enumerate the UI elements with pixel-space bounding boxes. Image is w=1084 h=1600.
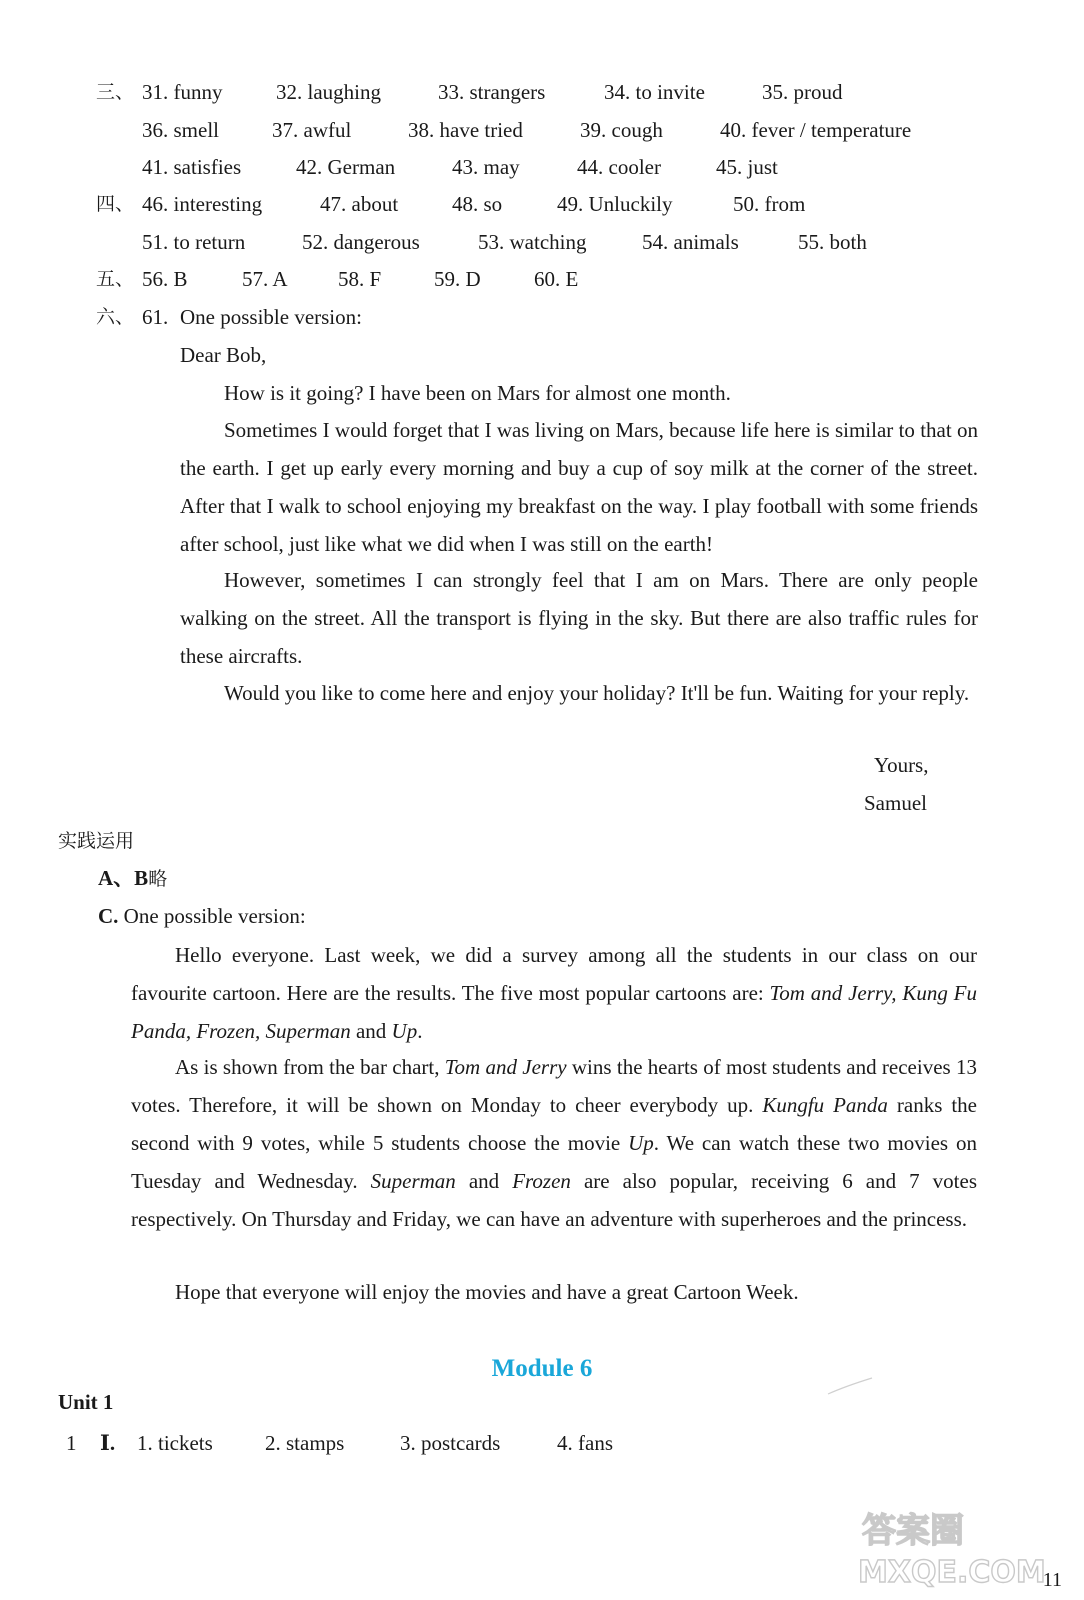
- item-answer: from: [764, 192, 806, 216]
- answer-item: [534, 265, 578, 293]
- item-answer: fans: [578, 1431, 613, 1455]
- item-number: 2.: [265, 1431, 281, 1455]
- item-answer: Unluckily: [588, 192, 673, 216]
- practice-paragraph-1: [131, 936, 977, 1050]
- item-number: 57.: [242, 267, 269, 291]
- answer-item: [408, 116, 523, 144]
- item-answer: about: [351, 192, 399, 216]
- line-number: 1: [66, 1431, 77, 1455]
- item-answer: may: [483, 155, 520, 179]
- paragraph-text: Hope that everyone will enjoy the movies and have a great Cartoon Week.: [175, 1280, 799, 1304]
- page-number: 11: [1042, 1569, 1062, 1591]
- item-answer: D: [465, 267, 481, 291]
- practice-c-label: C.: [98, 904, 119, 928]
- item-number: 51.: [142, 230, 169, 254]
- practice-title: 实践运用: [58, 830, 135, 852]
- section-6-heading: [0, 303, 1084, 331]
- item-answer: laughing: [307, 80, 381, 104]
- answer-item: [580, 116, 663, 144]
- practice-c-intro: One possible version:: [123, 904, 306, 928]
- answer-item: [798, 228, 867, 256]
- item-answer: B: [173, 267, 188, 291]
- section-4-row-2: [0, 228, 1084, 256]
- answer-item: [733, 190, 805, 218]
- item-number: 54.: [642, 230, 669, 254]
- item-number: 40.: [720, 118, 747, 142]
- watermark-logo: [854, 1508, 1064, 1588]
- section-4-label: 四、: [96, 193, 135, 215]
- item-number: 4.: [557, 1431, 573, 1455]
- item-answer: A: [272, 267, 288, 291]
- practice-ab-label: A、B: [98, 866, 149, 890]
- section-3-row-2: [0, 116, 1084, 144]
- item-number: 49.: [557, 192, 584, 216]
- practice-c-heading: [98, 902, 306, 930]
- answer-item: [604, 78, 705, 106]
- letter-paragraph-3: [180, 561, 978, 675]
- item-number: 60.: [534, 267, 561, 291]
- item-number: 41.: [142, 155, 169, 179]
- item-answer: funny: [173, 80, 223, 104]
- item-number: 31.: [142, 80, 169, 104]
- item-answer: so: [483, 192, 503, 216]
- section-4-row-1: [0, 190, 1084, 218]
- item-number: 32.: [276, 80, 303, 104]
- cartoon-title: Kung Fu Panda, Frozen, Superman: [131, 981, 977, 1043]
- item-number: 36.: [142, 118, 169, 142]
- item-answer: cough: [611, 118, 663, 142]
- item-answer: fever / temperature: [751, 118, 912, 142]
- paragraph-text: wins the hearts of most students and receives 13 votes. Therefore, it will be shown on Monday to cheer everybody up.: [131, 1055, 977, 1117]
- answer-item: [320, 190, 398, 218]
- item-answer: cooler: [608, 155, 661, 179]
- item-number: 38.: [408, 118, 435, 142]
- answer-item: [478, 228, 586, 256]
- pen-mark: [826, 1374, 876, 1398]
- answer-item: [296, 153, 395, 181]
- watermark-text-bottom: MXQE.COM: [858, 1555, 1046, 1588]
- letter-closing: Yours,: [874, 753, 929, 777]
- item-answer: both: [829, 230, 867, 254]
- answer-item: [142, 265, 188, 293]
- section-5-row: [0, 265, 1084, 293]
- item-number: 61.: [142, 305, 169, 329]
- section-5-label: 五、: [96, 268, 135, 290]
- paragraph-text: Sometimes I would forget that I was living on Mars, because life here is similar to that on the earth. I get up early every morning and buy a cup of soy milk at the corner of the street. After that I walk to school enjoying my breakfast on the way. I play football with some friends after school, just like what we did when I was still on the earth!: [180, 418, 978, 556]
- cartoon-title: Up: [391, 1019, 418, 1043]
- answer-item: [272, 116, 351, 144]
- item-number: 44.: [577, 155, 604, 179]
- item-number: 47.: [320, 192, 347, 216]
- item-answer: just: [747, 155, 778, 179]
- item-number: 50.: [733, 192, 760, 216]
- item-answer: tickets: [158, 1431, 213, 1455]
- item-answer: satisfies: [173, 155, 242, 179]
- item-answer: interesting: [173, 192, 263, 216]
- item-number: 48.: [452, 192, 479, 216]
- paragraph-text: are also popular, receiving 6 and 7 votes respectively. On Thursday and Friday, we can have an adventure with superheroes and the princess.: [131, 1169, 978, 1231]
- answer-item: [720, 116, 911, 144]
- paragraph-text: .: [417, 1019, 423, 1043]
- module-title: Module 6: [491, 1355, 593, 1382]
- item-number: 46.: [142, 192, 169, 216]
- item-number: 39.: [580, 118, 607, 142]
- answer-item: [452, 190, 502, 218]
- answer-item: [142, 78, 223, 106]
- letter-paragraph-2: [180, 411, 978, 563]
- letter-signature: Samuel: [864, 791, 927, 815]
- paragraph-text: . We can watch these two movies on Tuesday and Wednesday.: [131, 1131, 977, 1193]
- item-answer: smell: [173, 118, 219, 142]
- item-number: 35.: [762, 80, 789, 104]
- practice-paragraph-3: [131, 1273, 977, 1311]
- item-number: 34.: [604, 80, 631, 104]
- item-answer: watching: [509, 230, 587, 254]
- answer-item: [434, 265, 481, 293]
- answer-item: [438, 78, 545, 106]
- answer-item: [142, 153, 241, 181]
- letter-paragraph-4: [180, 674, 978, 712]
- item-answer: to return: [173, 230, 246, 254]
- cartoon-title: Superman: [370, 1169, 456, 1193]
- item-answer: German: [327, 155, 396, 179]
- item-number: 56.: [142, 267, 169, 291]
- answer-item: [338, 265, 381, 293]
- item-answer: awful: [303, 118, 352, 142]
- answer-item: [716, 153, 778, 181]
- roman-numeral: Ⅰ.: [100, 1431, 116, 1455]
- answer-item: [242, 265, 288, 293]
- item-number: 42.: [296, 155, 323, 179]
- item-answer: E: [565, 267, 579, 291]
- answer-item: [642, 228, 739, 256]
- unit-answer-row: [0, 1429, 1084, 1457]
- paragraph-text: As is shown from the bar chart,: [175, 1055, 445, 1079]
- essay-intro: One possible version:: [180, 305, 362, 329]
- answer-item: [142, 228, 245, 256]
- cartoon-title: Frozen: [512, 1169, 571, 1193]
- item-number: 45.: [716, 155, 743, 179]
- paragraph-text: ranks the second with 9 votes, while 5 students choose the movie: [131, 1093, 977, 1155]
- item-number: 52.: [302, 230, 329, 254]
- item-answer: F: [369, 267, 382, 291]
- item-answer: proud: [793, 80, 843, 104]
- section-3-row-1: [0, 78, 1084, 106]
- practice-ab-text: 略: [148, 868, 168, 890]
- answer-item: [142, 116, 219, 144]
- item-number: 53.: [478, 230, 505, 254]
- item-number: 37.: [272, 118, 299, 142]
- section-6-label: 六、: [96, 306, 135, 328]
- letter-paragraph-1: [180, 374, 978, 412]
- answer-item: [557, 190, 673, 218]
- answer-item: [557, 1429, 613, 1457]
- watermark-text-top: 答案圈: [862, 1511, 964, 1551]
- answer-item: [265, 1429, 344, 1457]
- item-number: 33.: [438, 80, 465, 104]
- item-answer: to invite: [635, 80, 705, 104]
- paragraph-text: Would you like to come here and enjoy your holiday? It'll be fun. Waiting for your reply.: [224, 681, 970, 705]
- item-number: 59.: [434, 267, 461, 291]
- item-number: 55.: [798, 230, 825, 254]
- cartoon-title: Kungfu Panda: [762, 1093, 888, 1117]
- answer-item: [400, 1429, 500, 1457]
- paragraph-text: Hello everyone. Last week, we did a survey among all the students in our class on our favourite cartoon. Here are the results. The five most popular cartoons are:: [131, 943, 977, 1005]
- cartoon-title: Tom and Jerry: [444, 1055, 567, 1079]
- section-3-row-3: [0, 153, 1084, 181]
- answer-item: [577, 153, 661, 181]
- item-number: 58.: [338, 267, 365, 291]
- item-answer: have tried: [439, 118, 523, 142]
- answer-item: [762, 78, 843, 106]
- paragraph-text: and: [455, 1169, 513, 1193]
- item-number: 1.: [137, 1431, 153, 1455]
- answer-item: [142, 190, 262, 218]
- practice-paragraph-2: [131, 1048, 977, 1238]
- section-3-label: 三、: [96, 81, 135, 103]
- letter-greeting: Dear Bob,: [180, 343, 267, 367]
- item-answer: strangers: [469, 80, 546, 104]
- cartoon-title: Up: [628, 1131, 654, 1155]
- answer-item: [452, 153, 520, 181]
- practice-ab: [98, 864, 167, 893]
- item-answer: dangerous: [333, 230, 420, 254]
- unit-title: Unit 1: [58, 1390, 114, 1414]
- answer-item: [302, 228, 420, 256]
- paragraph-text: However, sometimes I can strongly feel that I am on Mars. There are only people walking on the street. All the transport is flying in the sky. But there are also traffic rules for these aircrafts.: [180, 568, 978, 668]
- answer-item: [137, 1429, 213, 1457]
- item-answer: postcards: [421, 1431, 501, 1455]
- item-answer: animals: [673, 230, 739, 254]
- paragraph-text: How is it going? I have been on Mars for almost one month.: [224, 381, 731, 405]
- paragraph-text: and: [350, 1019, 392, 1043]
- answer-item: [276, 78, 381, 106]
- cartoon-title: Tom and Jerry,: [769, 981, 897, 1005]
- item-number: 3.: [400, 1431, 416, 1455]
- item-number: 43.: [452, 155, 479, 179]
- item-answer: stamps: [286, 1431, 345, 1455]
